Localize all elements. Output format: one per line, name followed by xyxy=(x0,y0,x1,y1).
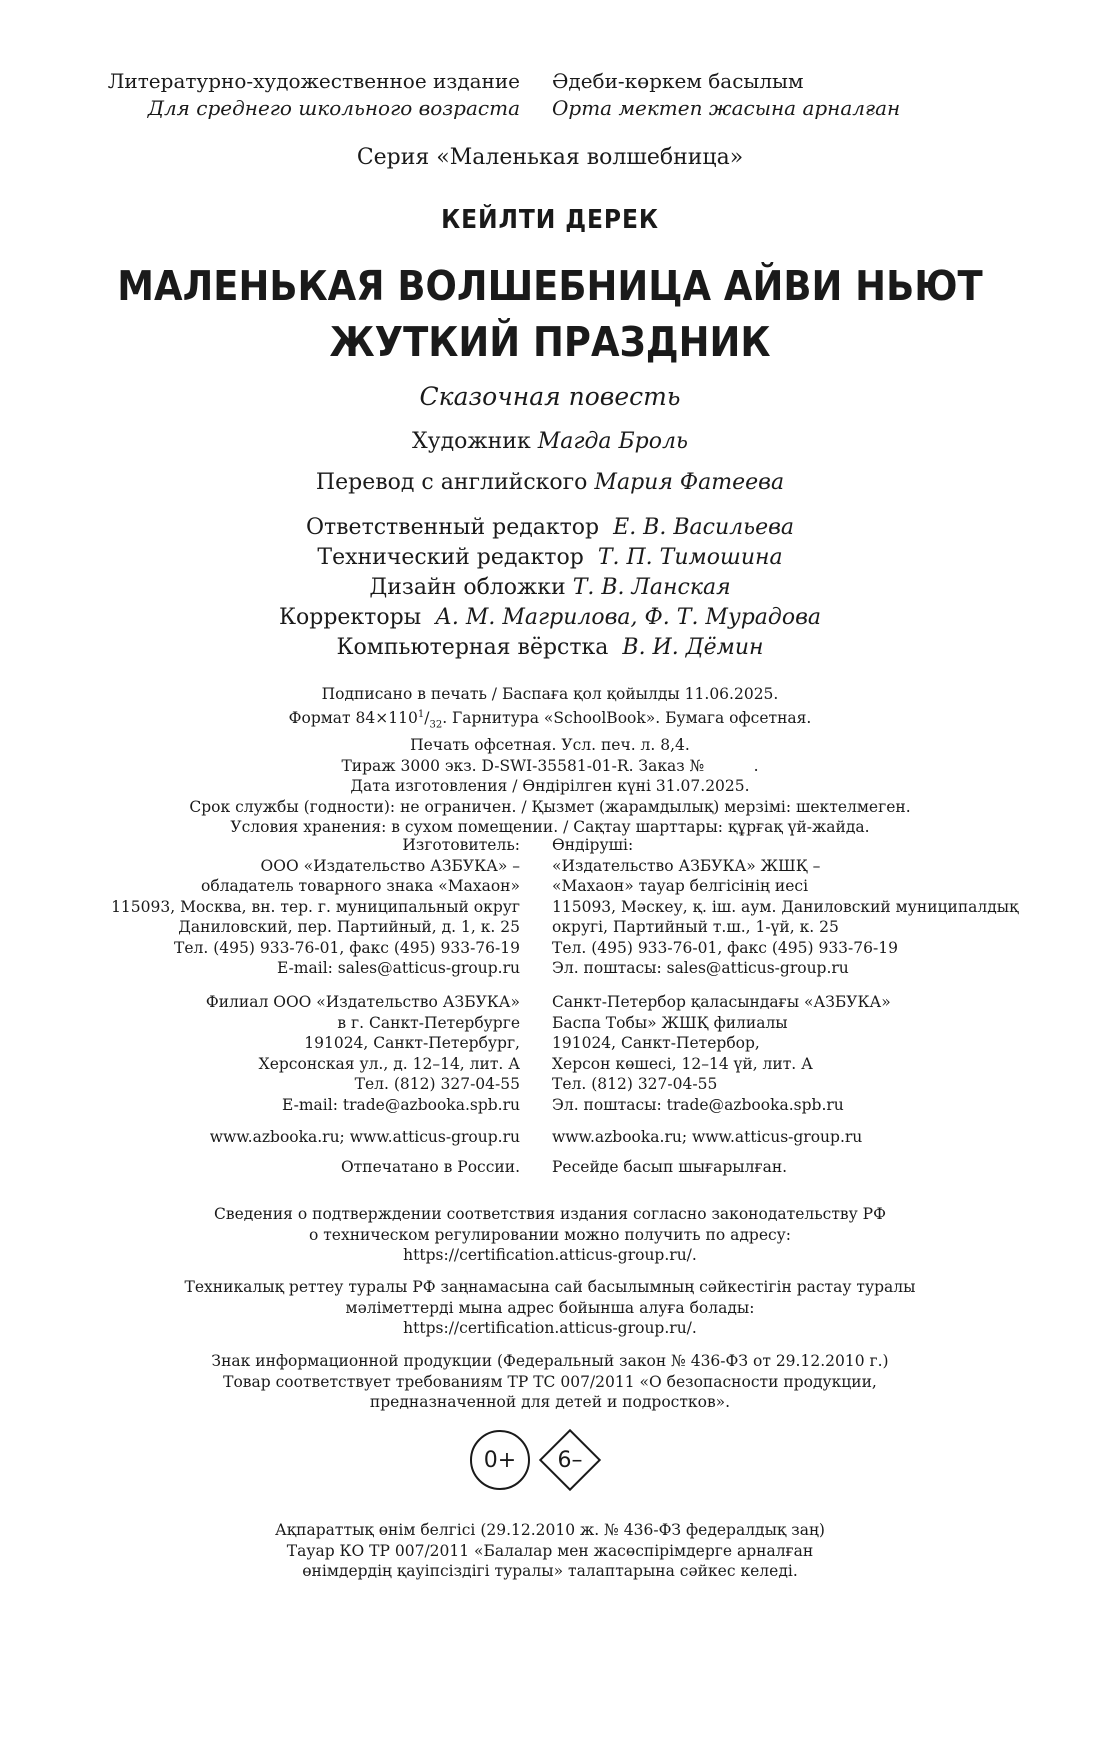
age-kz: Орта мектеп жасына арналған xyxy=(552,96,901,120)
certification-kz: Техникалық реттеу туралы РФ заңнамасына сай басылымның сәйкестігін растау туралы мәліметтерді мына адрес бойынша алуға болады: https://certification.atticus-group.ru/. xyxy=(184,1278,916,1337)
artist-label: Художник xyxy=(411,429,531,454)
websites-kz: www.azbooka.ru; www.atticus-group.ru xyxy=(552,1128,863,1146)
age-rating-circle-icon: 0+ xyxy=(470,1430,530,1490)
info-sign-ru: Знак информационной продукции (Федеральный закон № 436-ФЗ от 29.12.2010 г.) Товар соответствует требованиям ТР ТС 007/2011 «О безопасности продукции, предназначенной для детей и подростков». xyxy=(211,1352,889,1411)
role-line: Компьютерная вёрстка В. И. Дёмин xyxy=(336,635,764,660)
age-badges xyxy=(470,1428,602,1492)
role-line: Корректоры А. М. Магрилова, Ф. Т. Мурадова xyxy=(278,605,822,630)
circulation-line: Тираж 3000 экз. D-SWI-35581-01-R. Заказ № . xyxy=(341,756,759,775)
book-title-line-2: ЖУТКИЙ ПРАЗДНИК xyxy=(329,318,771,366)
header-right xyxy=(552,68,1032,122)
info-sign-kz: Ақпараттық өнім белгісі (29.12.2010 ж. № 436-ФЗ федералдық заң) Тауар КО ТР 007/2011 «Балалар мен жасөспірімдерге арналған өнімдердің қауіпсіздігі туралы» талаптарына сәйкес келеді. xyxy=(275,1521,825,1580)
print-line: Печать офсетная. Усл. печ. л. 8,4. xyxy=(410,736,690,755)
manufacturer-kz: Өндіруші: «Издательство АЗБУКА» ЖШҚ – «Махаон» тауар белгісінің иесі 115093, Мәскеу, қ. іш. аум. Даниловский муниципалдық округі, Партийный т.ш., 1-үй, к. 25 Тел. (495) 933-76-01, факс (495) 933-76-19 Эл. поштасы: sales@atticus-group.ru xyxy=(552,836,1019,977)
artist-credit xyxy=(0,427,1100,457)
book-subtitle: Сказочная повесть xyxy=(419,382,681,411)
translation-name: Мария Фатеева xyxy=(594,470,785,495)
age-rating-diamond-icon: 6– xyxy=(538,1428,602,1492)
signed-line: Подписано в печать / Баспаға қол қойылды 11.06.2025. xyxy=(321,685,779,703)
format-line: Формат $84\times 110^1/_{32}$. Гарнитура «SchoolBook». Бумага офсетная. xyxy=(288,708,812,730)
printed-in-russia: Отпечатано в России. xyxy=(340,1158,520,1176)
age-ru: Для среднего школьного возраста xyxy=(147,96,520,120)
role-line: Технический редактор Т. П. Тимошина xyxy=(317,545,783,570)
book-title-line-1: МАЛЕНЬКАЯ ВОЛШЕБНИЦА АЙВИ НЬЮТ xyxy=(117,262,983,310)
series-line: Серия «Маленькая волшебница» xyxy=(356,145,744,170)
branch-kz: Санкт-Петербор қаласындағы «АЗБУКА» Баспа Тобы» ЖШҚ филиалы 191024, Санкт-Петербор, Херсон көшесі, 12–14 үй, лит. А Тел. (812) 327-04-55 Эл. поштасы: trade@azbooka.spb.ru xyxy=(552,993,891,1114)
genre-ru: Литературно-художественное издание xyxy=(107,69,520,93)
shelf-life-line: Срок службы (годности): не ограничен. / Қызмет (жарамдылық) мерзімі: шектелмеген. xyxy=(189,797,911,816)
certification-ru: Сведения о подтверждении соответствия издания согласно законодательству РФ о техническом регулировании можно получить по адресу: https://certification.atticus-group.ru/. xyxy=(214,1205,886,1264)
branch-ru: Филиал ООО «Издательство АЗБУКА» в г. Санкт-Петербурге 191024, Санкт-Петербург, Херсонская ул., д. 12–14, лит. А Тел. (812) 327-04-55 E-mail: trade@azbooka.spb.ru xyxy=(205,993,520,1114)
role-line: Ответственный редактор Е. В. Васильева xyxy=(305,515,795,540)
websites-ru: www.azbooka.ru; www.atticus-group.ru xyxy=(209,1128,520,1146)
author-name: КЕЙЛТИ ДЕРЕК xyxy=(441,205,659,235)
print-info xyxy=(0,684,1100,838)
storage-line: Условия хранения: в сухом помещении. / Сақтау шарттары: құрғақ үй-жайда. xyxy=(230,818,870,837)
genre-kz: Әдеби-көркем басылым xyxy=(552,69,804,93)
header-left xyxy=(60,68,520,122)
role-line: Дизайн обложки Т. В. Ланская xyxy=(369,575,731,600)
translation-label: Перевод с английского xyxy=(315,470,588,495)
translation-credit xyxy=(0,468,1100,498)
printed-in-russia-kz: Ресейде басып шығарылған. xyxy=(552,1158,788,1176)
artist-name: Магда Броль xyxy=(537,429,688,454)
editorial-credits xyxy=(0,513,1100,663)
manufacturer-ru: Изготовитель: ООО «Издательство АЗБУКА» – обладатель товарного знака «Махаон» 115093, Москва, вн. тер. г. муниципальный округ Даниловский, пер. Партийный, д. 1, к. 25 Тел. (495) 933-76-01, факс (495) 933-76-19 E-mail: sales@atticus-group.ru xyxy=(111,836,520,977)
made-line: Дата изготовления / Өндірілген күні 31.07.2025. xyxy=(350,777,750,796)
